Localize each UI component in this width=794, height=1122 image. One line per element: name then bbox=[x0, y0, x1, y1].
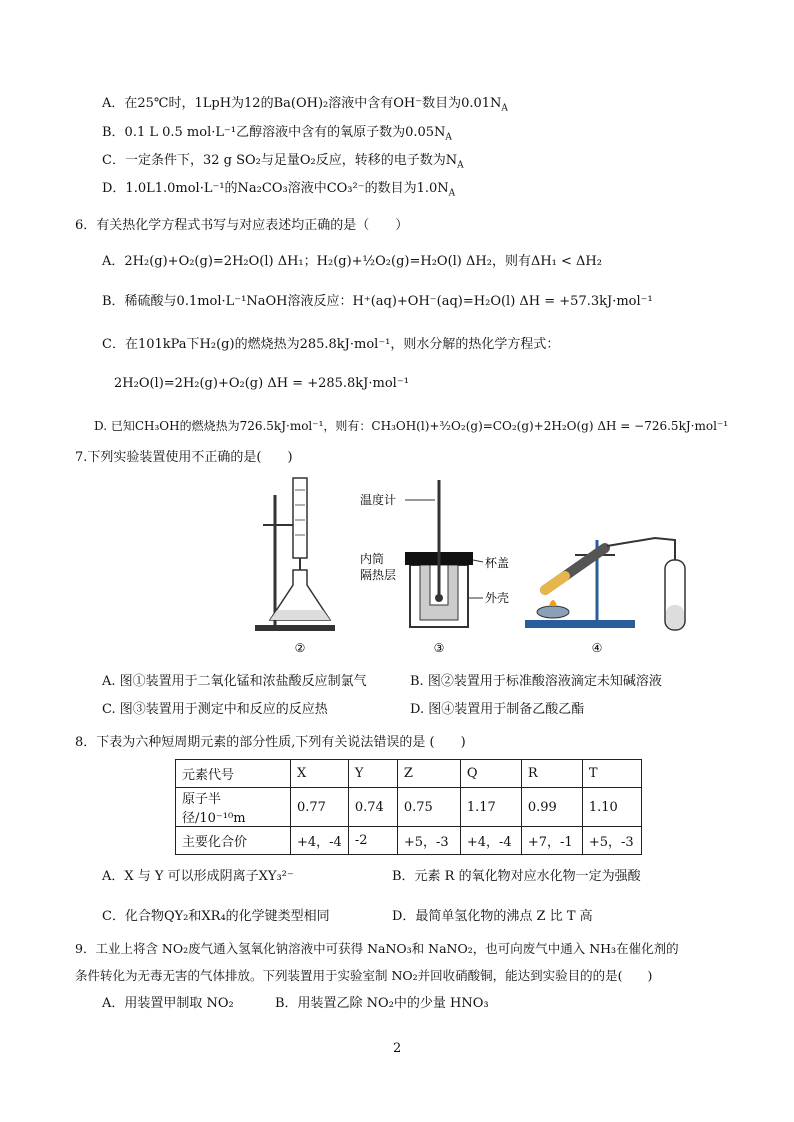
q7-option-c: C. 图③装置用于测定中和反应的反应热 bbox=[102, 702, 328, 717]
q5-option-a: A．在25℃时，1LpH为12的Ba(OH)₂溶液中含有OH⁻数目为$0.01N_A$ bbox=[102, 96, 508, 114]
q7-option-a: A. 图①装置用于二氧化锰和浓盐酸反应制氯气 bbox=[102, 674, 367, 689]
q8-option-d: D．最简单氢化物的沸点 Z 比 T 高 bbox=[392, 909, 593, 924]
q6-option-d: D. 已知CH₃OH的燃烧热为726.5kJ·mol⁻¹，则有：CH₃OH(l)+³⁄₂O₂(g)=CO₂(g)+2H₂O(g) ΔH = −726.5kJ·mol⁻¹ bbox=[94, 419, 729, 433]
q5-option-b: B．0.1 L 0.5 mol·L⁻¹乙醇溶液中含有的氧原子数为$0.05N_A$ bbox=[102, 125, 452, 143]
q8-stem: 8．下表为六种短周期元素的部分性质,下列有关说法错误的是 ( ) bbox=[75, 735, 466, 750]
q9-stem-line2: 条件转化为无毒无害的气体排放。下列装置用于实验室制 NO₂并回收硝酸铜，能达到实验目的的是( ) bbox=[75, 968, 653, 983]
q7-apparatus-figure bbox=[245, 470, 715, 660]
q9-option-a: A．用装置甲制取 NO₂ bbox=[102, 996, 234, 1011]
q6-option-a: A．2H₂(g)+O₂(g)=2H₂O(l) ΔH₁；H₂(g)+½O₂(g)=H₂O(l) ΔH₂，则有ΔH₁ < ΔH₂ bbox=[102, 254, 602, 269]
apparatus-2 bbox=[255, 478, 335, 655]
q8-option-a: A．X 与 Y 可以形成阴离子XY₃²⁻ bbox=[102, 869, 294, 884]
fig-label-4: ④ bbox=[591, 641, 603, 655]
q6-option-c-line2: 2H₂O(l)=2H₂(g)+O₂(g) ΔH = +285.8kJ·mol⁻¹ bbox=[114, 376, 409, 391]
q8-option-c: C．化合物QY₂和XR₄的化学键类型相同 bbox=[102, 909, 330, 924]
page-number: 2 bbox=[393, 1041, 402, 1056]
table-row: 主要化合价 +4，-4 -2 +5，-3 +4，-4 +7，-1 +5，-3 bbox=[176, 827, 642, 855]
fig-label-3: ③ bbox=[433, 641, 445, 655]
label-lid: 杯盖 bbox=[485, 556, 510, 570]
label-inner: 内筒 bbox=[360, 552, 385, 566]
q7-stem: 7.下列实验装置使用不正确的是( ) bbox=[75, 450, 293, 465]
q7-option-d: D. 图④装置用于制备乙酸乙酯 bbox=[410, 702, 585, 717]
q6-option-b: B．稀硫酸与0.1mol·L⁻¹NaOH溶液反应：H⁺(aq)+OH⁻(aq)=H₂O(l) ΔH = +57.3kJ·mol⁻¹ bbox=[102, 294, 653, 309]
table-row: 元素代号 X Y Z Q R T bbox=[176, 760, 642, 788]
q9-option-b: B．用装置乙除 NO₂中的少量 HNO₃ bbox=[275, 996, 489, 1011]
q6-stem: 6．有关热化学方程式书写与对应表述均正确的是（ ） bbox=[75, 218, 409, 233]
apparatus-4 bbox=[525, 538, 685, 655]
q5-option-c: C．一定条件下，32 g SO₂与足量O₂反应，转移的电子数为$N_A$ bbox=[102, 153, 464, 171]
q9-stem-line1: 9．工业上将含 NO₂废气通入氢氧化钠溶液中可获得 NaNO₃和 NaNO₂，也可向废气中通入 NH₃在催化剂的 bbox=[75, 941, 679, 956]
q7-option-b: B. 图②装置用于标准酸溶液滴定未知碱溶液 bbox=[410, 674, 662, 689]
q8-option-b: B．元素 R 的氧化物对应水化物一定为强酸 bbox=[392, 869, 641, 884]
fig-label-2: ② bbox=[294, 641, 306, 655]
label-shell: 外壳 bbox=[485, 591, 510, 605]
label-insulation: 隔热层 bbox=[360, 568, 397, 582]
q8-element-table bbox=[175, 759, 642, 855]
q6-option-c-line1: C．在101kPa下H₂(g)的燃烧热为285.8kJ·mol⁻¹，则水分解的热化学方程式： bbox=[102, 337, 560, 352]
q5-option-d: D．1.0L1.0mol·L⁻¹的Na₂CO₃溶液中CO₃²⁻的数目为$1.0N_A$ bbox=[102, 181, 456, 199]
label-thermometer: 温度计 bbox=[360, 493, 397, 507]
table-row: 原子半径/10⁻¹⁰m 0.77 0.74 0.75 1.17 0.99 1.10 bbox=[176, 788, 642, 827]
apparatus-3 bbox=[360, 480, 509, 655]
